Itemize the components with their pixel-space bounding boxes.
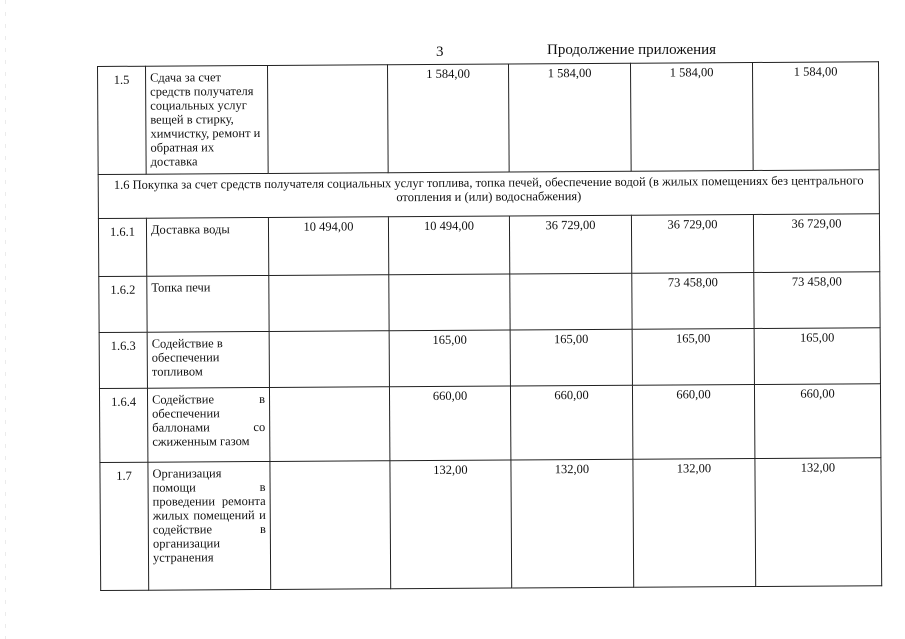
- row-number: 1.6.1: [98, 218, 146, 276]
- value-cell: 165,00: [389, 330, 510, 387]
- value-cell: [269, 275, 389, 332]
- value-cell: 660,00: [632, 384, 754, 459]
- table-row: [99, 328, 880, 389]
- table-row: [98, 214, 879, 277]
- value-cell: 73 458,00: [632, 272, 754, 329]
- value-cell: 1 584,00: [387, 64, 509, 173]
- services-table: [97, 61, 881, 596]
- service-name: Содействие в обеспечении баллонами со сжиженным газом: [147, 387, 269, 462]
- service-name: Содействие в обеспечении топливом: [147, 331, 269, 388]
- table-row: [99, 272, 880, 333]
- value-cell: 132,00: [390, 460, 512, 589]
- section-title: 1.6 Покупка за счет средств получателя социальных услуг топлива, топка печей, обеспечение водой (в жилых помещениях без центрального отопления и (или) водоснабжения): [98, 170, 879, 219]
- service-name: Топка печи: [147, 275, 269, 332]
- value-cell: 73 458,00: [754, 272, 880, 329]
- service-name: Доставка воды: [146, 217, 268, 276]
- row-number: 1.6.4: [99, 388, 147, 462]
- section-row: [98, 170, 879, 219]
- value-cell: 660,00: [510, 385, 632, 460]
- row-number: 1.7: [100, 462, 149, 590]
- value-cell: [270, 461, 391, 590]
- value-cell: [269, 387, 389, 462]
- value-cell: 1 584,00: [508, 63, 631, 172]
- scan-edge: [5, 0, 6, 639]
- value-cell: 36 729,00: [753, 214, 879, 273]
- table-row: [98, 62, 880, 175]
- row-number: 1.5: [98, 66, 147, 174]
- value-cell: 36 729,00: [509, 215, 631, 274]
- table-row: [100, 458, 882, 591]
- page-number: 3: [436, 44, 444, 60]
- value-cell: [269, 331, 389, 388]
- value-cell: 660,00: [389, 386, 510, 461]
- value-cell: 10 494,00: [388, 216, 509, 275]
- service-name: Организация помощи в проведении ремонта жилых помещений и содействие в организации устранения: [148, 461, 271, 590]
- value-cell: 1 584,00: [752, 62, 879, 171]
- value-cell: [510, 273, 632, 330]
- value-cell: 165,00: [632, 328, 754, 385]
- table-row: [99, 384, 880, 463]
- value-cell: 132,00: [511, 459, 634, 588]
- value-cell: 165,00: [754, 328, 880, 385]
- value-cell: 132,00: [755, 458, 882, 587]
- value-cell: 10 494,00: [268, 217, 388, 276]
- row-number: 1.6.2: [99, 276, 147, 332]
- continuation-title: Продолжение приложения: [547, 42, 717, 58]
- value-cell: 660,00: [754, 384, 880, 459]
- value-cell: 132,00: [633, 458, 756, 587]
- row-number: 1.6.3: [99, 332, 147, 388]
- value-cell: [389, 274, 510, 331]
- value-cell: [267, 65, 388, 174]
- value-cell: 1 584,00: [630, 62, 753, 171]
- value-cell: 165,00: [510, 329, 632, 386]
- value-cell: 36 729,00: [631, 214, 753, 273]
- service-name: Сдача за счет средств получателя социальных услуг вещей в стирку, химчистку, ремонт и обратная их доставка: [146, 65, 269, 174]
